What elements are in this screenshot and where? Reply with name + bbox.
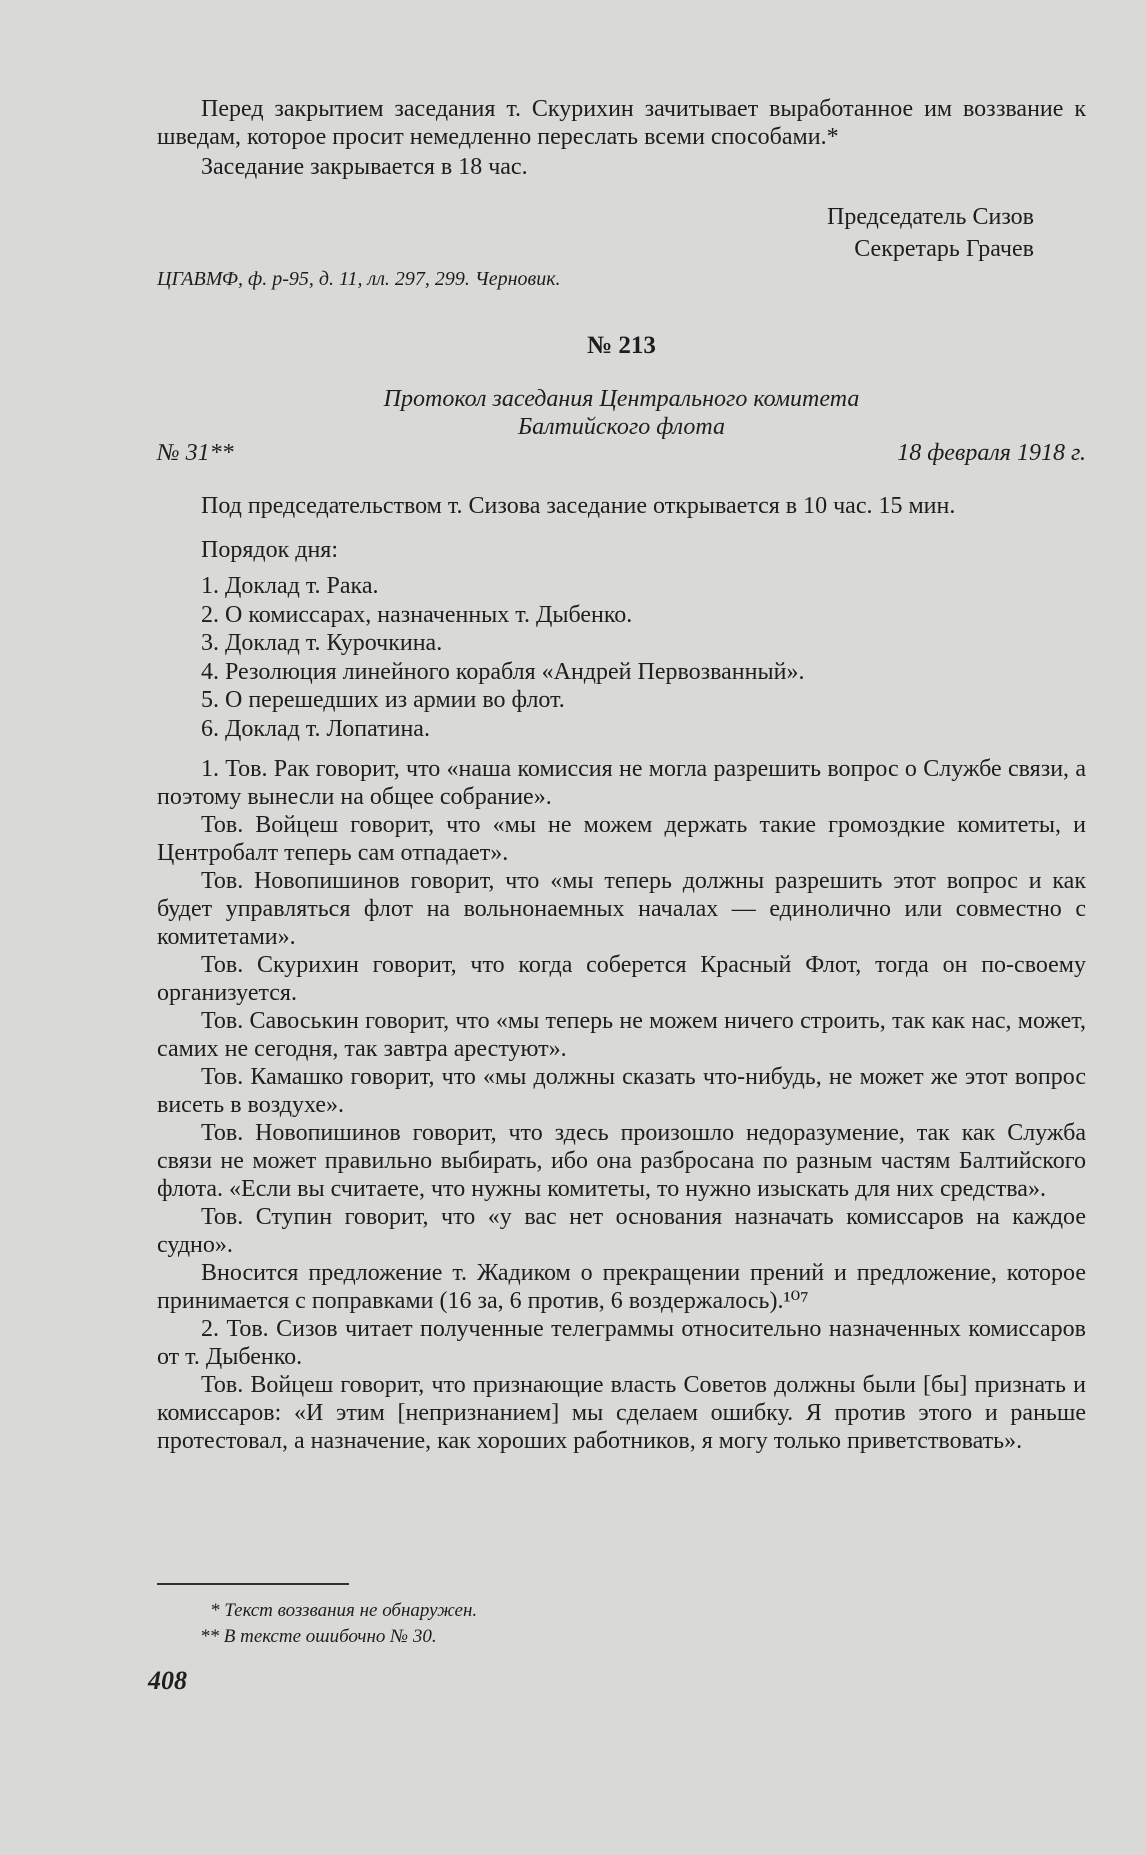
document-number: № 213 [587,332,656,359]
paragraph: Тов. Войцеш говорит, что «мы не можем держать такие громоздкие комитеты, и Центробалт теперь сам отпадает». [157,812,1086,866]
agenda-label: Порядок дня: [201,537,339,563]
document-body [157,492,1086,1455]
agenda-item: 1. Доклад т. Рака. [201,573,379,599]
agenda-item: 2. О комиссарах, назначенных т. Дыбенко. [201,601,633,628]
footnote-divider [157,1583,349,1585]
agenda-item: 6. Доклад т. Лопатина. [201,715,430,742]
paragraph: Тов. Новопишинов говорит, что «мы теперь должны разрешить этот вопрос и как будет управляться флот на вольнонаемных началах — единолично или совместно с комитетами». [157,868,1086,950]
title-line: Балтийского флота [517,414,726,440]
secretary-signature: Секретарь Грачев [854,236,1034,262]
agenda-item: 5. О перешедших из армии во флот. [201,687,565,713]
opening-paragraph: Под председательством т. Сизова заседание открывается в 10 час. 15 мин. [201,493,956,519]
paragraph: Тов. Савоськин говорит, что «мы теперь не можем ничего строить, так как нас, может, самих не сегодня, так завтра арестуют». [157,1008,1086,1062]
document-title [157,385,1086,441]
title-line: Протокол заседания Центрального комитета [383,386,860,412]
agenda-list [157,572,1086,743]
paragraph: Тов. Камашко говорит, что «мы должны сказать что-нибудь, не может же этот вопрос висеть в воздухе». [157,1064,1086,1118]
agenda-item: 4. Резолюция линейного корабля «Андрей Первозванный». [201,658,805,685]
paragraph: 2. Тов. Сизов читает полученные телеграммы относительно назначенных комиссаров от т. Дыбенко. [157,1316,1086,1370]
previous-document-ending [157,95,1086,181]
paragraph: Тов. Ступин говорит, что «у вас нет основания назначать комиссаров на каждое судно». [157,1204,1086,1258]
archive-source: ЦГАВМФ, ф. р-95, д. 11, лл. 297, 299. Черновик. [157,268,561,290]
footnotes [200,1598,1000,1650]
footnote: * Текст воззвания не обнаружен. [210,1600,478,1621]
paragraph: Вносится предложение т. Жадиком о прекращении прений и предложение, которое принимается с поправками (16 за, 6 против, 6 воздержалось).¹⁰⁷ [157,1260,1086,1314]
paragraph: Заседание закрывается в 18 час. [201,154,528,180]
protocol-number: № 31** [157,440,234,466]
paragraph: Перед закрытием заседания т. Скурихин зачитывает выработанное им воззвание к шведам, которое просит немедленно переслать всеми способами.* [157,96,1086,150]
chairman-signature: Председатель Сизов [827,204,1034,230]
footnote: ** В тексте ошибочно № 30. [200,1626,437,1647]
paragraph: Тов. Скурихин говорит, что когда соберется Красный Флот, тогда он по-своему организуется. [157,952,1086,1006]
paragraph: Тов. Войцеш говорит, что признающие власть Советов должны были [бы] признать и комиссаров: «И этим [непризнанием] мы сделаем ошибку. Я против этого и раньше протестовал, а назначение, как хороших работников, я могу только приветствовать». [157,1372,1086,1454]
document-date: 18 февраля 1918 г. [897,440,1086,466]
agenda-item: 3. Доклад т. Курочкина. [201,630,443,656]
paragraph: 1. Тов. Рак говорит, что «наша комиссия не могла разрешить вопрос о Службе связи, а поэтому вынесли на общее собрание». [157,756,1086,810]
paragraph: Тов. Новопишинов говорит, что здесь произошло недоразумение, так как Служба связи не может правильно выбирать, ибо она разбросана по разным частям Балтийского флота. «Если вы считаете, что нужны комитеты, то нужно изыскать для них средства». [157,1120,1086,1202]
page-number: 408 [148,1666,187,1695]
